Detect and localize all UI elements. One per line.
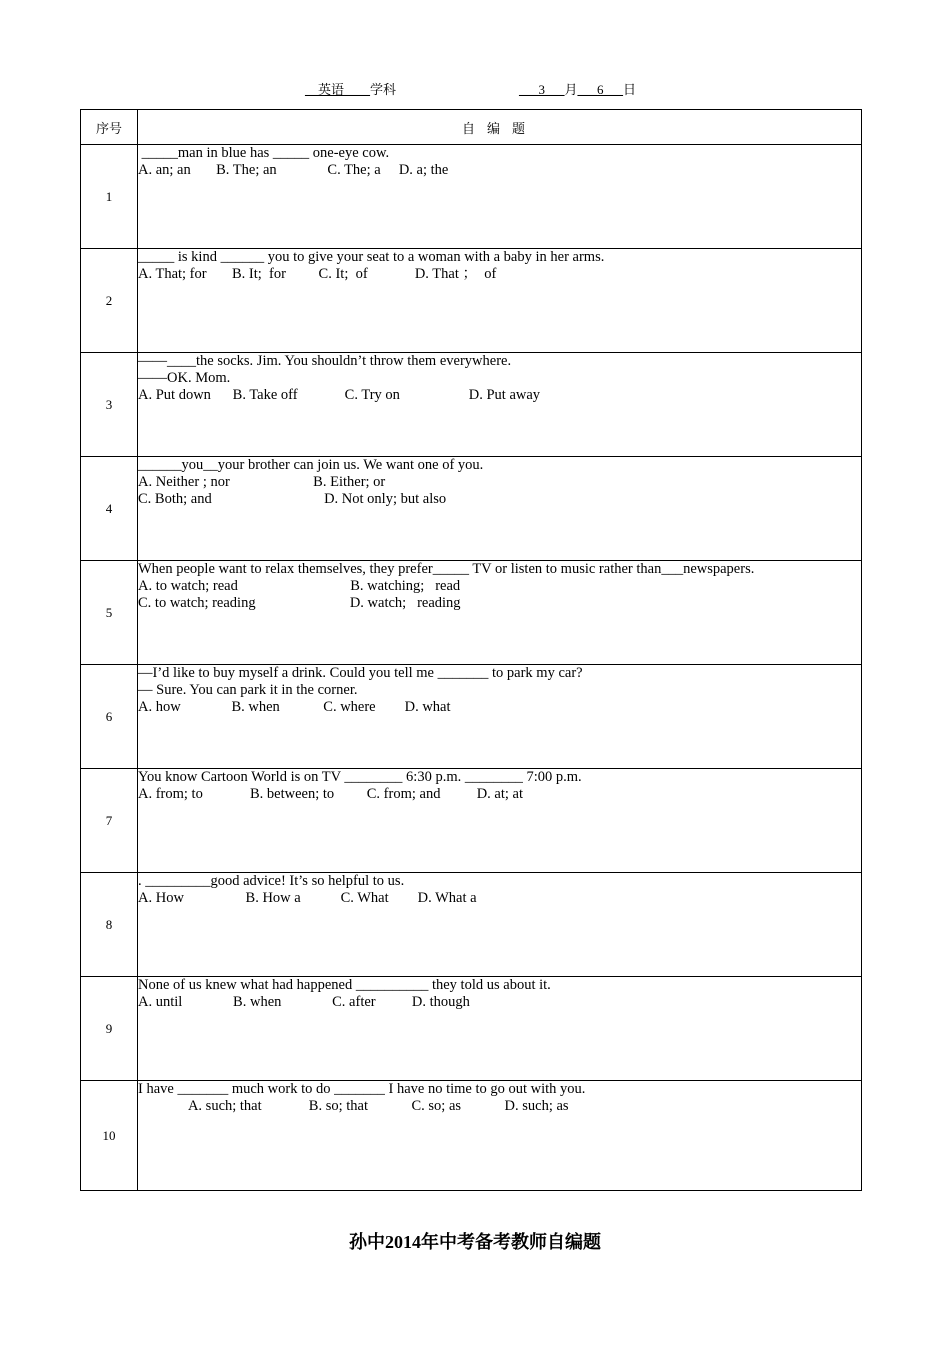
- column-header-number: 序号: [81, 110, 138, 145]
- column-header-title: 自编题: [138, 110, 862, 145]
- question-number: 8: [81, 873, 138, 977]
- question-content: [138, 769, 862, 873]
- question-content: [138, 873, 862, 977]
- question-line: . _________good advice! It’s so helpful to us.: [138, 873, 405, 889]
- month-value: 3: [538, 82, 545, 97]
- table-header-row: [81, 110, 862, 145]
- question-row: [81, 353, 862, 457]
- question-options: A. how B. when C. where D. what: [138, 699, 451, 715]
- question-number: 2: [81, 249, 138, 353]
- question-row: [81, 665, 862, 769]
- month-pad-left: ___: [519, 82, 539, 97]
- question-options: A. That; for B. It; for C. It; of D. That ； of: [138, 266, 497, 282]
- question-line: None of us knew what had happened __________ they told us about it.: [138, 977, 551, 993]
- question-line: When people want to relax themselves, they prefer_____ TV or listen to music rather than___newspapers.: [138, 561, 755, 577]
- question-content: [138, 353, 862, 457]
- question-line: _____man in blue has _____ one-eye cow.: [138, 145, 390, 161]
- question-row: [81, 769, 862, 873]
- question-content: [138, 145, 862, 249]
- question-row: [81, 249, 862, 353]
- question-line: — Sure. You can park it in the corner.: [138, 682, 358, 698]
- question-options: A. How B. How a C. What D. What a: [138, 890, 477, 906]
- question-content: [138, 249, 862, 353]
- day-value: 6: [597, 82, 604, 97]
- subject-prefix: __: [305, 82, 318, 97]
- question-row: [81, 561, 862, 665]
- question-options: C. Both; and D. Not only; but also: [138, 491, 447, 507]
- day-pad-right: ___: [603, 82, 624, 97]
- question-number: 4: [81, 457, 138, 561]
- day-label: 日: [623, 82, 637, 97]
- document-header: [0, 79, 950, 97]
- question-number: 6: [81, 665, 138, 769]
- month-label: 月: [564, 82, 578, 97]
- question-line: _____ is kind ______ you to give your seat to a woman with a baby in her arms.: [138, 249, 605, 265]
- question-number: 9: [81, 977, 138, 1081]
- month-pad-right: ___: [545, 82, 565, 97]
- document-footer-title: 孙中2014年中考备考教师自编题: [349, 1232, 601, 1252]
- question-content: [138, 1081, 862, 1191]
- question-options: A. Neither ; nor B. Either; or: [138, 474, 386, 490]
- question-content: [138, 665, 862, 769]
- question-line: —I’d like to buy myself a drink. Could you tell me _______ to park my car?: [138, 665, 583, 681]
- question-line: I have _______ much work to do _______ I have no time to go out with you.: [138, 1081, 586, 1097]
- question-row: [81, 873, 862, 977]
- question-row: [81, 145, 862, 249]
- subject-field: [305, 79, 396, 98]
- question-line: You know Cartoon World is on TV ________ 6:30 p.m. ________ 7:00 p.m.: [138, 769, 582, 785]
- question-content: [138, 561, 862, 665]
- question-number: 3: [81, 353, 138, 457]
- question-line: ______you__your brother can join us. We want one of you.: [138, 457, 484, 473]
- subject-name: 英语: [318, 82, 345, 97]
- question-options: A. from; to B. between; to C. from; and D. at; at: [138, 786, 524, 802]
- question-options: A. an; an B. The; an C. The; a D. a; the: [138, 162, 449, 178]
- day-pad-left: ___: [577, 82, 598, 97]
- date-field: [519, 79, 636, 98]
- question-number: 7: [81, 769, 138, 873]
- question-options: A. to watch; read B. watching; read: [138, 578, 461, 594]
- questions-table: [80, 109, 862, 1191]
- question-options: C. to watch; reading D. watch; reading: [138, 595, 461, 611]
- subject-label: 学科: [370, 82, 397, 97]
- question-options: A. until B. when C. after D. though: [138, 994, 470, 1010]
- question-line: ——OK. Mom.: [138, 370, 231, 386]
- question-content: [138, 457, 862, 561]
- question-options: A. such; that B. so; that C. so; as D. such; as: [138, 1098, 569, 1114]
- question-number: 5: [81, 561, 138, 665]
- question-options: A. Put down B. Take off C. Try on D. Put away: [138, 387, 541, 403]
- question-row: [81, 977, 862, 1081]
- question-number: 1: [81, 145, 138, 249]
- question-row: [81, 457, 862, 561]
- question-line: ——____the socks. Jim. You shouldn’t throw them everywhere.: [138, 353, 512, 369]
- question-row: [81, 1081, 862, 1191]
- question-content: [138, 977, 862, 1081]
- question-number: 10: [81, 1081, 138, 1191]
- subject-pad: ____: [344, 82, 371, 97]
